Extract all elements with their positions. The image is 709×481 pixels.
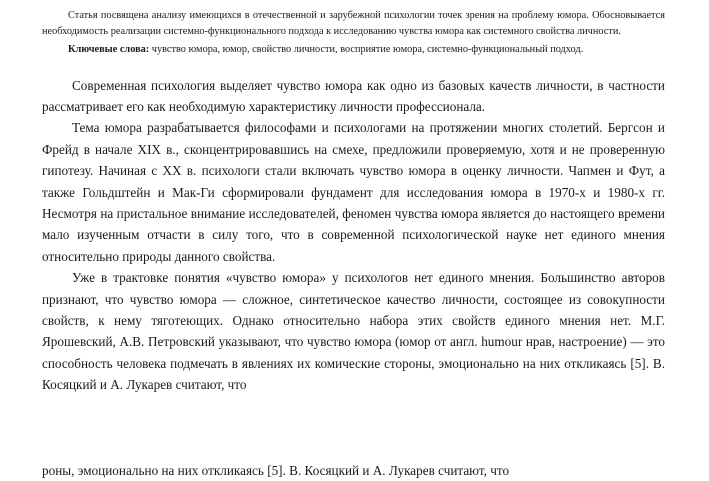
keywords-line [42, 42, 665, 58]
page-bottom-clipped-line [42, 461, 665, 478]
body-text [42, 75, 665, 396]
keywords-text: чувство юмора, юмор, свойство личности, восприятие юмора, системно-функциональный подход. [149, 44, 584, 55]
keywords-label: Ключевые слова: [68, 44, 150, 55]
abstract-text: Статья посвящена анализу имеющихся в отечественной и зарубежной психологии точек зрения на проблему юмора. Обосновывается необходимость реализации системно-функционального подхода к исследованию чувства юмора как системного свойства личности. [42, 10, 665, 37]
paragraph-3: Уже в трактовке понятия «чувство юмора» у психологов нет единого мнения. Большинство авторов признают, что чувство юмора — сложное, синтетическое качество личности, состоящее из совокупности свойств, к нему тяготеющих. Однако относительно набора этих свойств единого мнения нет. М.Г. Ярошевский, А.В. Петровский указывают, что чувство юмора (юмор от англ. humour нрав, настроение) — это способность человека подмечать в явлениях их комические стороны, эмоционально на них откликаясь [5]. В. Косяцкий и А. Лукарев считают, что [42, 270, 665, 393]
paragraph-1: Современная психология выделяет чувство юмора как одно из базовых качеств личности, в частности рассматривает его как необходимую характеристику личности профессионала. [42, 77, 665, 114]
clipped-text: роны, эмоционально на них откликаясь [5]. В. Косяцкий и А. Лукарев считают, что [42, 463, 510, 478]
paragraph-2: Тема юмора разрабатывается философами и психологами на протяжении многих столетий. Бергсон и Фрейд в начале XIX в., сконцентрировавшись на смехе, предложили проверяемую, хотя и не проверенную гипотезу. Начиная с XX в. психологи стали включать чувство юмора в оценку личности. Чапмен и Фут, а также Гольдштейн и Мак-Ги сформировали фундамент для исследования юмора в 1970-х и 1980-х гг. Несмотря на пристальное внимание исследователей, феномен чувства юмора является до настоящего времени мало изученным отчасти в силу того, что в современной психологической науке нет единого мнения относительно природы данного свойства. [42, 120, 665, 264]
abstract-block [42, 8, 665, 58]
